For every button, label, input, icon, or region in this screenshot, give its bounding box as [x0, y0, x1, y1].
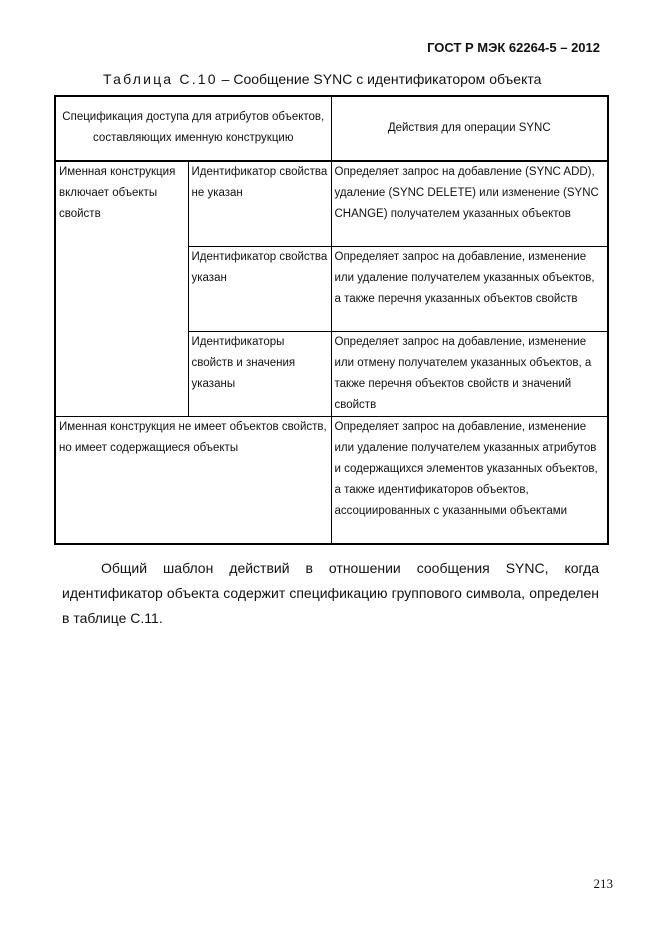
table-caption-label: Таблица С.10	[103, 71, 218, 87]
action-cell: Определяет запрос на добавление (SYNC ADD), удаление (SYNC DELETE) или изменение (SYNC CHANGE) получателем указанных объектов	[331, 161, 608, 247]
header-spec-cell: Спецификация доступа для атрибутов объектов, составляющих именную конструкцию	[55, 96, 331, 161]
action-cell: Определяет запрос на добавление, изменение или удаление получателем указанных объектов, а также перечня указанных объектов свойств	[331, 247, 608, 332]
action-cell: Определяет запрос на добавление, изменение или удаление получателем указанных атрибутов и содержащихся элементов указанных объектов, а также идентификаторов объектов, ассоциированных с указанными объектами	[331, 417, 608, 545]
body-paragraph: Общий шаблон действий в отношении сообщения SYNC, когда идентификатор объекта содержит спецификацию группового символа, определен в таблице С.11.	[62, 560, 599, 626]
group2-label-cell: Именная конструкция не имеет объектов свойств, но имеет содержащиеся объекты	[55, 417, 331, 545]
table-header-row	[55, 96, 608, 161]
table-row	[55, 161, 608, 247]
table-caption	[103, 71, 541, 87]
page-number: 213	[593, 876, 613, 891]
condition-cell: Идентификаторы свойств и значения указаны	[188, 332, 331, 417]
table-row	[55, 417, 608, 545]
sync-actions-table	[54, 95, 609, 545]
header-actions-cell: Действия для операции SYNC	[331, 96, 608, 161]
action-cell: Определяет запрос на добавление, изменение или отмену получателем указанных объектов, а также перечня объектов свойств и значений свойств	[331, 332, 608, 417]
condition-cell: Идентификатор свойства указан	[188, 247, 331, 332]
document-code: ГОСТ Р МЭК 62264-5 – 2012	[427, 40, 600, 55]
group1-label-cell: Именная конструкция включает объекты свойств	[55, 161, 188, 417]
condition-cell: Идентификатор свойства не указан	[188, 161, 331, 247]
table-caption-text: – Сообщение SYNC с идентификатором объекта	[217, 71, 542, 87]
